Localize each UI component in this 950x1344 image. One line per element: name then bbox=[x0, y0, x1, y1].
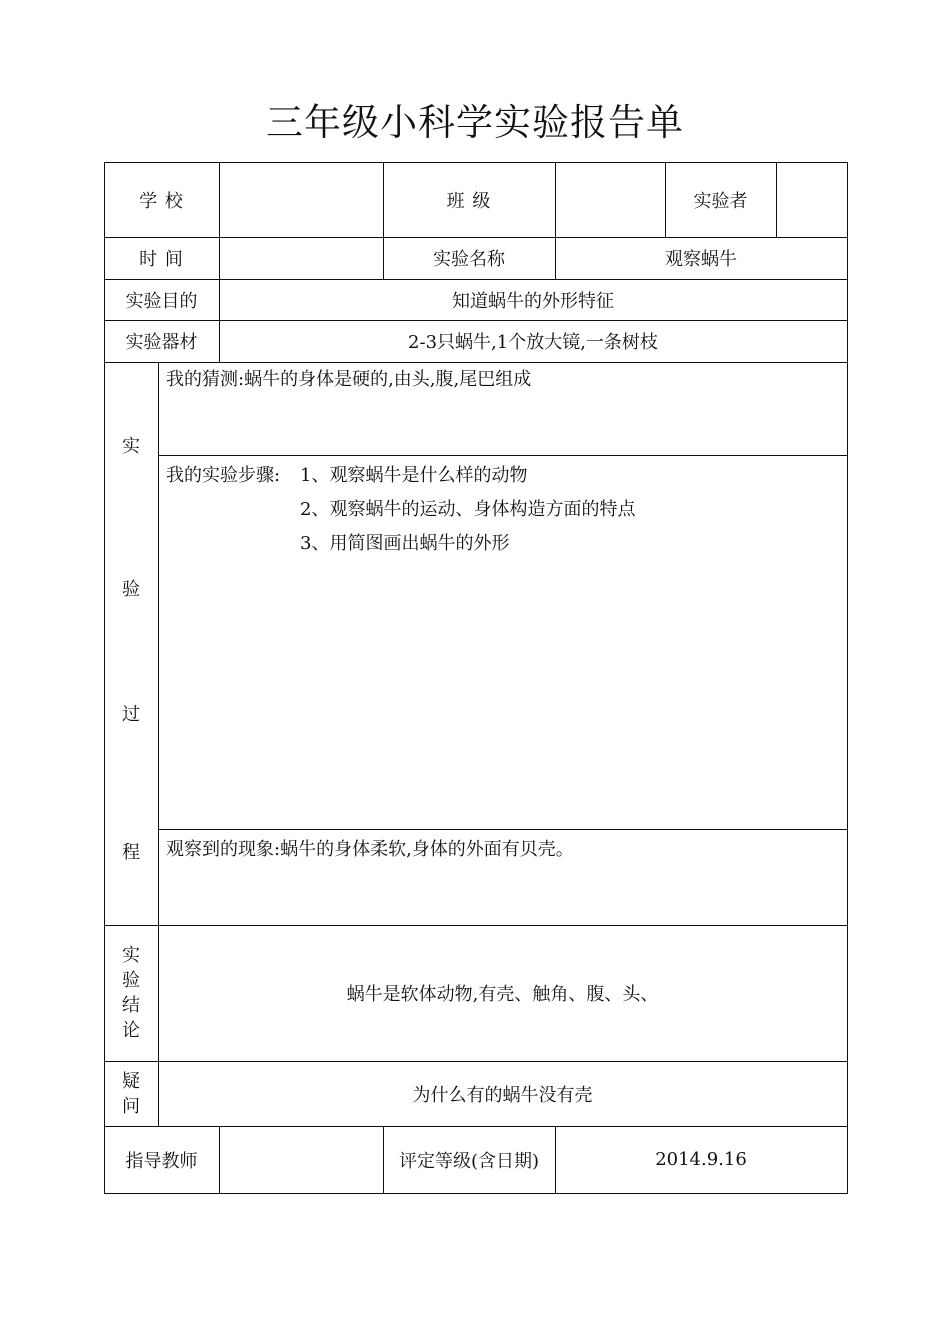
experimenter-label: 实验者 bbox=[693, 190, 748, 212]
exp-name-label: 实验名称 bbox=[433, 249, 505, 270]
process-label-char: 过 bbox=[122, 704, 140, 725]
conclusion-label-char: 验 bbox=[122, 970, 140, 991]
process-label-char: 实 bbox=[122, 436, 140, 457]
row-divider bbox=[158, 829, 848, 830]
process-label-char: 验 bbox=[122, 579, 140, 600]
page-title: 三年级小科学实验报告单 bbox=[266, 101, 684, 144]
row-divider bbox=[158, 455, 848, 456]
question-label bbox=[104, 1069, 158, 1119]
purpose-value: 知道蜗牛的外形特征 bbox=[452, 290, 614, 312]
school-label: 学 校 bbox=[139, 190, 184, 212]
grade-date-value: 2014.9.16 bbox=[655, 1149, 747, 1170]
class-value[interactable] bbox=[555, 162, 665, 237]
class-label: 班 级 bbox=[446, 190, 492, 212]
guess-text: 我的猜测:蜗牛的身体是硬的,由头,腹,尾巴组成 bbox=[166, 369, 532, 390]
purpose-label: 实验目的 bbox=[125, 290, 198, 312]
exp-name-value: 观察蜗牛 bbox=[665, 249, 737, 270]
grade-label: 评定等级(含日期) bbox=[398, 1150, 540, 1172]
conclusion-label-char: 论 bbox=[122, 1020, 140, 1041]
steps-label: 我的实验步骤: bbox=[166, 465, 281, 486]
question-value: 为什么有的蜗牛没有壳 bbox=[412, 1084, 593, 1106]
school-value[interactable] bbox=[219, 162, 383, 237]
table-border-right bbox=[847, 162, 848, 1194]
table-border-bottom bbox=[104, 1193, 848, 1194]
row-divider bbox=[104, 362, 848, 363]
step-item: 3、用简图画出蜗牛的外形 bbox=[300, 533, 510, 554]
step-item: 1、观察蜗牛是什么样的动物 bbox=[300, 465, 528, 486]
process-label-char: 程 bbox=[122, 842, 140, 863]
observation-text: 观察到的现象:蜗牛的身体柔软,身体的外面有贝壳。 bbox=[166, 839, 574, 860]
conclusion-label-char: 实 bbox=[122, 945, 140, 966]
teacher-value[interactable] bbox=[219, 1126, 383, 1193]
question-label-char: 疑 bbox=[122, 1071, 140, 1092]
equipment-label: 实验器材 bbox=[125, 332, 198, 353]
experimenter-value[interactable] bbox=[776, 162, 847, 237]
step-item: 2、观察蜗牛的运动、身体构造方面的特点 bbox=[300, 499, 636, 520]
conclusion-label-char: 结 bbox=[122, 995, 140, 1016]
question-label-char: 问 bbox=[122, 1096, 140, 1117]
time-label: 时 间 bbox=[139, 249, 184, 270]
conclusion-value: 蜗牛是软体动物,有壳、触角、腹、头、 bbox=[346, 984, 659, 1005]
equipment-value: 2-3只蜗牛,1个放大镜,一条树枝 bbox=[408, 332, 658, 353]
teacher-label: 指导教师 bbox=[125, 1150, 198, 1172]
time-value[interactable] bbox=[219, 237, 383, 279]
conclusion-label bbox=[104, 943, 158, 1043]
